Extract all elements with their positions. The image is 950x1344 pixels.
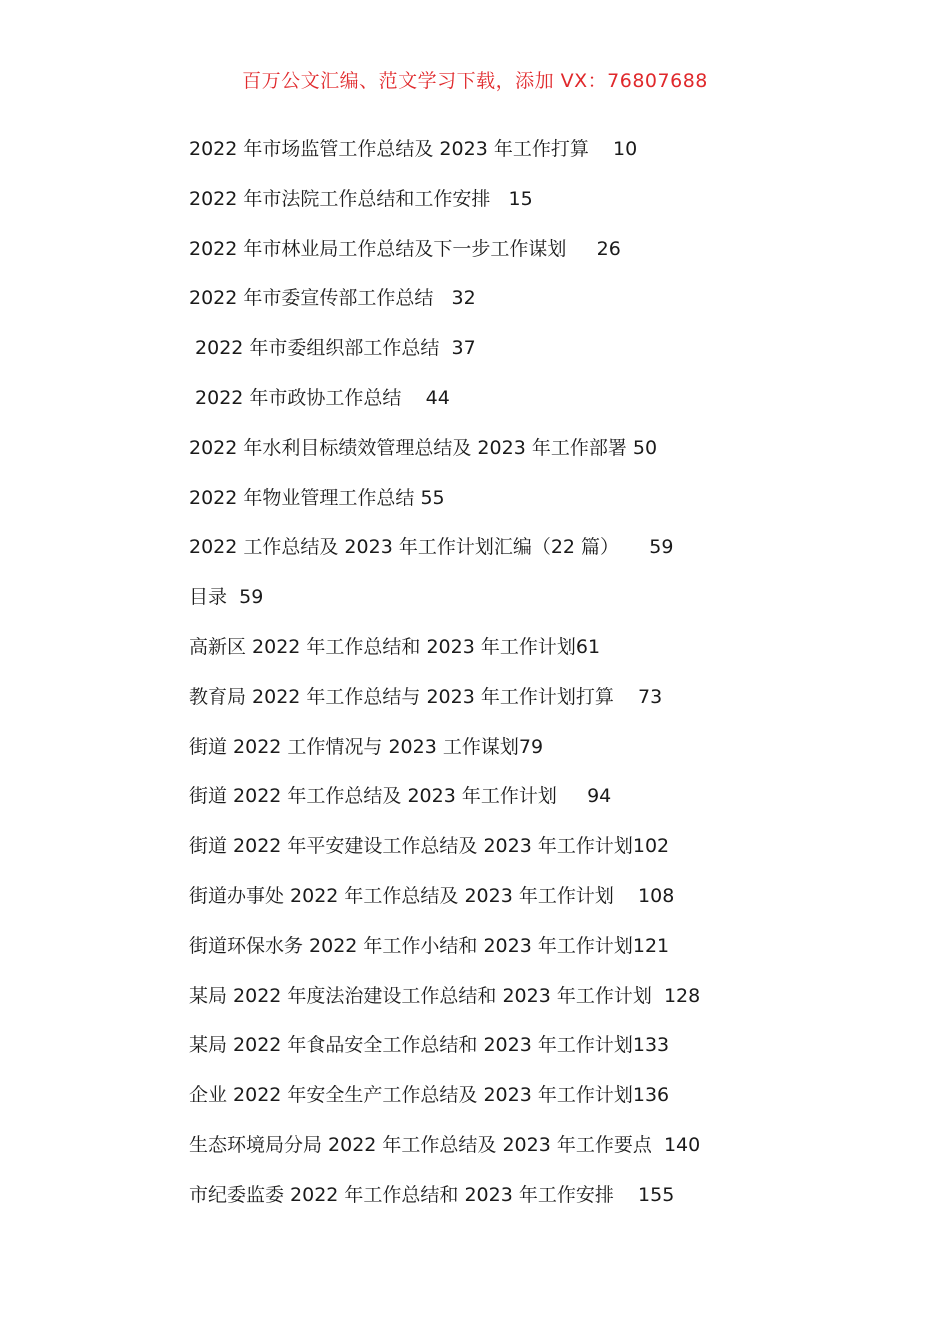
toc-entry-spacing	[439, 337, 451, 359]
toc-entry[interactable]	[189, 234, 829, 284]
toc-entry-title: 街道 2022 年平安建设工作总结及 2023 年工作计划	[189, 835, 633, 858]
toc-entry-page-number: 94	[587, 785, 612, 808]
toc-entry-page-number: 136	[632, 1084, 670, 1107]
toc-entry[interactable]	[189, 831, 829, 881]
toc-entry-page-number: 108	[638, 884, 675, 907]
toc-entry-spacing	[614, 1184, 638, 1206]
toc-entry-page-number: 15	[508, 187, 533, 210]
toc-entry-spacing	[490, 188, 508, 210]
toc-entry[interactable]	[189, 333, 829, 383]
toc-entry-page-number: 128	[663, 984, 701, 1007]
toc-entry-title: 2022 年市委组织部工作总结	[189, 337, 440, 360]
toc-entry-page-number: 59	[649, 536, 674, 559]
toc-entry-title: 市纪委监委 2022 年工作总结和 2023 年工作安排	[189, 1183, 614, 1206]
toc-entry-page-number: 73	[638, 685, 663, 708]
toc-entry-page-number: 59	[239, 586, 264, 609]
toc-entry-spacing	[619, 536, 649, 558]
toc-entry[interactable]	[189, 283, 829, 333]
toc-entry-page-number: 102	[632, 835, 670, 858]
toc-entry-spacing	[652, 1134, 664, 1156]
toc-entry-title: 高新区 2022 年工作总结和 2023 年工作计划	[189, 635, 576, 658]
toc-entry-page-number: 61	[575, 635, 601, 658]
toc-entry-title: 某局 2022 年食品安全工作总结和 2023 年工作计划	[189, 1034, 633, 1057]
toc-entry-title: 街道 2022 工作情况与 2023 工作谋划	[189, 735, 519, 758]
toc-entry-spacing	[433, 287, 451, 309]
toc-entry-spacing	[227, 586, 239, 608]
toc-entry[interactable]	[189, 134, 829, 184]
toc-entry-spacing	[614, 885, 638, 907]
toc-entry[interactable]	[189, 483, 829, 533]
toc-entry-title: 2022 年市林业局工作总结及下一步工作谋划	[189, 237, 567, 260]
toc-entry[interactable]	[189, 682, 829, 732]
toc-entry-page-number: 26	[596, 237, 621, 260]
toc-entry-title: 生态环境局分局 2022 年工作总结及 2023 年工作要点	[189, 1133, 652, 1156]
toc-entry-page-number: 10	[613, 138, 638, 160]
toc-entry-page-number: 140	[663, 1133, 701, 1156]
toc-entry[interactable]	[189, 1130, 829, 1180]
toc-entry-spacing	[614, 686, 638, 708]
toc-entry-title: 街道办事处 2022 年工作总结及 2023 年工作计划	[189, 884, 614, 907]
toc-entry[interactable]	[189, 1080, 829, 1130]
toc-entry-title: 街道环保水务 2022 年工作小结和 2023 年工作计划	[189, 934, 633, 957]
toc-entry[interactable]	[189, 881, 829, 931]
toc-entry-spacing	[589, 138, 613, 160]
toc-entry[interactable]	[189, 433, 829, 483]
toc-entry[interactable]	[189, 1030, 829, 1080]
toc-entry-page-number: 44	[425, 386, 450, 409]
toc-entry-page-number: 32	[451, 287, 476, 310]
toc-entry-spacing	[401, 387, 425, 409]
toc-entry-page-number: 37	[451, 337, 476, 360]
toc-entry-page-number: 55	[420, 486, 445, 509]
toc-entry[interactable]	[189, 931, 829, 981]
toc-entry-spacing	[566, 238, 596, 260]
toc-entry-title: 2022 年市法院工作总结和工作安排	[189, 187, 491, 210]
toc-entry[interactable]	[189, 383, 829, 433]
toc-entry-page-number: 50	[632, 436, 658, 459]
header-notice: 百万公文汇编、范文学习下载，添加 VX：76807688	[242, 70, 708, 92]
toc-entry[interactable]	[189, 981, 829, 1031]
toc-entry-page-number: 133	[632, 1034, 670, 1057]
toc-entry-page-number: 79	[518, 735, 544, 758]
toc-entry-title: 2022 年水利目标绩效管理总结及 2023 年工作部署	[189, 436, 627, 459]
table-of-contents	[189, 134, 829, 1230]
toc-entry-title: 2022 工作总结及 2023 年工作计划汇编（22 篇）	[189, 536, 620, 559]
toc-entry[interactable]	[189, 184, 829, 234]
toc-entry[interactable]	[189, 1180, 829, 1230]
toc-entry-title: 2022 年市政协工作总结	[189, 386, 402, 409]
toc-entry-title: 企业 2022 年安全生产工作总结及 2023 年工作计划	[189, 1084, 633, 1107]
toc-entry-title: 某局 2022 年度法治建设工作总结和 2023 年工作计划	[189, 984, 652, 1007]
toc-entry[interactable]	[189, 582, 829, 632]
toc-entry[interactable]	[189, 532, 829, 582]
toc-entry-title: 教育局 2022 年工作总结与 2023 年工作计划打算	[189, 685, 614, 708]
toc-entry-spacing	[652, 985, 664, 1007]
toc-entry-page-number: 121	[632, 934, 670, 957]
toc-entry-title: 街道 2022 年工作总结及 2023 年工作计划	[189, 785, 557, 808]
toc-entry-title: 2022 年市委宣传部工作总结	[189, 287, 434, 310]
toc-entry-page-number: 155	[638, 1183, 675, 1206]
toc-entry-title: 目录	[189, 586, 228, 609]
toc-entry-spacing	[557, 785, 587, 807]
toc-entry-title: 2022 年市场监管工作总结及 2023 年工作打算	[189, 138, 589, 160]
toc-entry[interactable]	[189, 781, 829, 831]
toc-entry[interactable]	[189, 732, 829, 782]
toc-entry-title: 2022 年物业管理工作总结	[189, 486, 415, 509]
toc-entry[interactable]	[189, 632, 829, 682]
